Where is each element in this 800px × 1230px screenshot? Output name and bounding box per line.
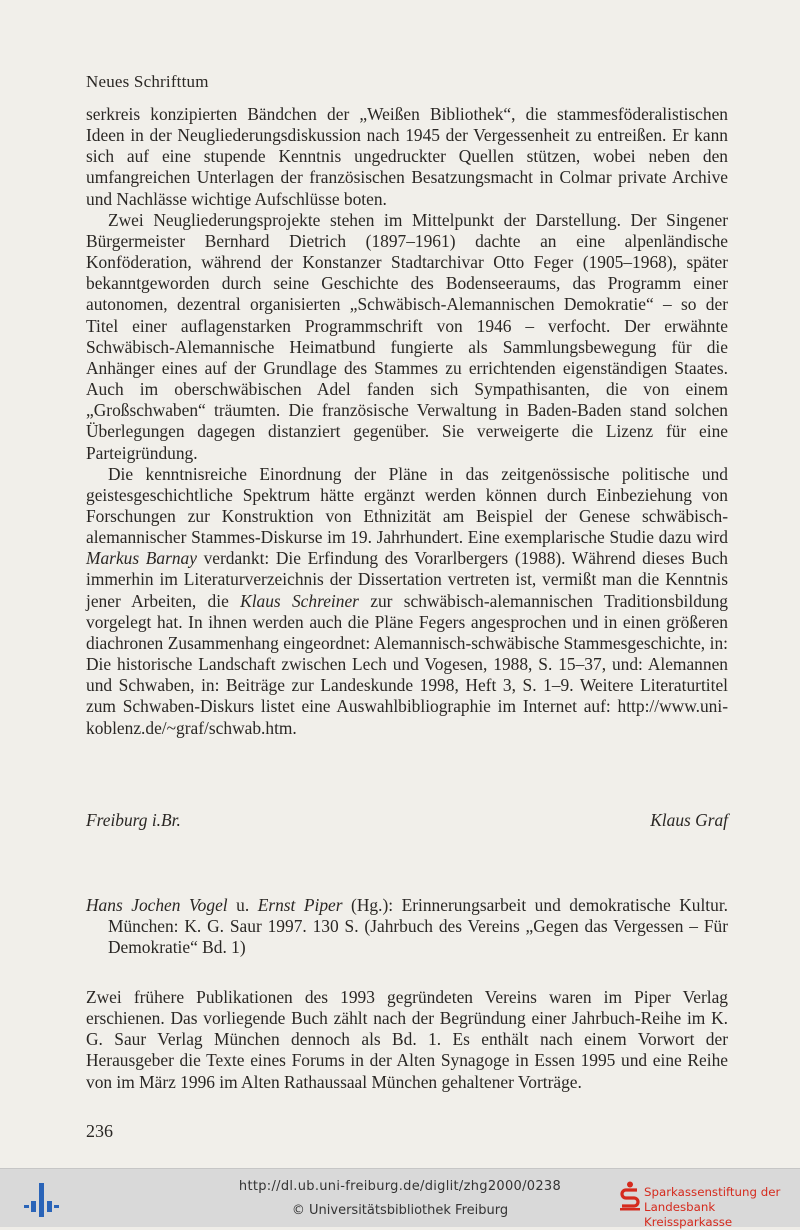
sponsor-text <box>644 1185 796 1230</box>
running-head: Neues Schrifttum <box>86 72 209 91</box>
paragraph-3-part-c: zur schwäbisch-alemannischen Traditionsbildung vorgelegt hat. In ihnen werden auch die Pläne Fegers angesprochen und in einen größeren diachronen Zusammenhang eingeordnet: Alemannisch-schwäbische Stammesgeschichte, in: Die historische Landschaft zwischen Lech und Vogesen, 1988, S. 15–37, und: Alemannen und Schwaben, in: Beiträge zur Landeskunde 1998, Heft 3, S. 1–9. Weitere Literaturtitel zum Schwaben-Diskurs listet eine Auswahlbibliographie im Internet auf: http://www.uni-koblenz.de/~graf/schwab.htm. <box>86 590 728 738</box>
author-schreiner: Klaus Schreiner <box>240 590 359 611</box>
paragraph-1: serkreis konzipierten Bändchen der „Weißen Bibliothek“, die stammesföderalistischen Ideen in der Neugliederungsdiskussion nach 1945 der Vergessenheit zu entreißen. Er kann sich auf eine stupende Kenntnis ungedruckter Quellen stützen, wobei neben den umfangreichen Unterlagen der französischen Besatzungsmacht in Colmar private Archive und Nachlässe wichtige Aufschlüsse boten. <box>86 104 728 209</box>
author-barnay: Markus Barnay <box>86 548 197 569</box>
review-bibliographic-entry <box>86 895 728 959</box>
sponsor-block <box>618 1179 796 1229</box>
footer-copyright: © Universitätsbibliothek Freiburg <box>291 1203 509 1218</box>
body-text-top <box>86 104 728 739</box>
entry-details: (Hg.): Erinnerungsarbeit und demokratische Kultur. München: K. G. Saur 1997. 130 S. (Jahrbuch des Vereins „Gegen das Vergessen – Für Demokratie“ Bd. 1) <box>108 895 728 958</box>
editor-connector: u. <box>227 895 258 915</box>
paragraph-3-part-b: verdankt: Die Erfindung des Vorarlbergers (1988). Während dieses Buch immerhin im Literaturverzeichnis der Dissertation vertreten ist, vermißt man die Kenntnis jener Arbeiten, die <box>86 548 728 611</box>
editor-piper: Ernst Piper <box>257 895 343 915</box>
paragraph-2: Zwei Neugliederungsprojekte stehen im Mittelpunkt der Darstellung. Der Singener Bürgermeister Bernhard Dietrich (1897–1961) dachte an eine alpenländische Konföderation, während der Konstanzer Stadtarchivar Otto Feger (1905–1968), später bekanntgeworden durch seine Geschichte des Bodenseeraums, das Programm einer autonomen, dezentral organisierten „Schwäbisch-Alemannischen Demokratie“ – so der Titel einer auflagenstarken Programmschrift von 1946 – verfocht. Der erwähnte Schwäbisch-Alemannische Heimatbund fungierte als Sammlungsbewegung für die Anhänger eines auf der Grundlage des Stammes zu errichtenden eigenständigen Staates. Auch im oberschwäbischen Adel fanden sich Sympathisanten, die von einem „Großschwaben“ träumten. Die französische Verwaltung in Baden-Baden stand solchen Überlegungen dagegen distanziert gegenüber. Sie verweigerte die Lizenz für eine Parteigründung. <box>86 209 728 463</box>
sponsor-line-2: Landesbank Kreissparkasse <box>644 1200 733 1229</box>
footer-url[interactable]: http://dl.ub.uni-freiburg.de/diglit/zhg2000/0238 <box>238 1179 562 1194</box>
body-text-bottom <box>86 987 728 1093</box>
digital-library-footer <box>0 1168 800 1227</box>
page-number: 236 <box>86 1121 113 1141</box>
signature-name: Klaus Graf <box>650 810 728 830</box>
review-paragraph: Zwei frühere Publikationen des 1993 gegründeten Vereins waren im Piper Verlag erschienen. Das vorliegende Buch zählt nach der Begründung einer Jahrbuch-Reihe im K. G. Saur Verlag München dennoch als Bd. 1. Es enthält nach einem Vorwort der Herausgeber die Texte eines Forums in der Alten Synagoge in Essen 1995 und eine Reihe von im März 1996 im Alten Rathaussaal München gehaltener Vorträge. <box>86 987 728 1092</box>
signature-place: Freiburg i.Br. <box>86 810 181 830</box>
review-signature <box>86 810 728 831</box>
paragraph-3-part-a: Die kenntnisreiche Einordnung der Pläne in das zeitgenössische politische und geistesgeschichtliche Spektrum hätte ergänzt werden können durch Einbeziehung von Forschungen zur Konstruktion von Ethnizität am Beispiel der Genese schwäbisch-alemannischer Stammes-Diskurse im 19. Jahrhundert. Eine exemplarische Studie dazu wird <box>86 463 728 548</box>
sponsor-line-1: Sparkassenstiftung der <box>644 1185 781 1199</box>
editor-vogel: Hans Jochen Vogel <box>86 895 228 915</box>
sparkasse-s-icon <box>618 1181 642 1211</box>
paragraph-3 <box>86 464 728 739</box>
